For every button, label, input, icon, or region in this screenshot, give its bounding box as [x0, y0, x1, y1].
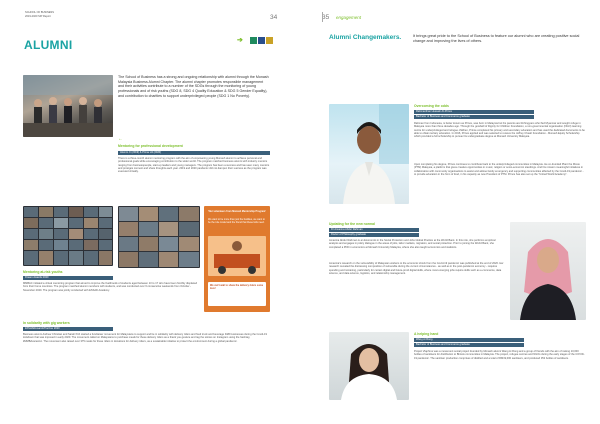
mentoring-body: There is a three-month alumni mentoring program with the aim of empowering young Monash alumni to achieve personal and professional goals while encouraging contribution to the wider world. The program matched business alumni with industry mentors ranging from businesspeople, start-up leaders and young managers. The program has been a success and has seen many mentors and protégés connect and share thoughts each year. 2019 and 2020 pandemic did not dampen their success as the program was executed virtually. [118, 157, 270, 174]
odds-heading: Overcoming the odds [414, 104, 449, 108]
solidarity-body: Business alumni Andrew Christian and Sarah Poh started a fundraiser movement for Malaysians to support and be in solidarity with delivery riders and food truck and beverage F&B businesses during the Covid-19 lockdown that was imposed in early 2020. The movement called on Malaysians to purchase meals for these delivery riders as a thank you gesture and tag the stories on Instagram using the hashtag #MMBAcaresInc. The movement also raised over 375 meals for these riders in donations for delivery riders, as a sustainable initiative to protect the environment during a global pandemic. [23, 333, 267, 343]
post-illustration [208, 236, 266, 276]
page-number-left: 34 [270, 14, 278, 21]
page-number-right: 35 [322, 14, 330, 21]
at-risk-heading: Mentoring at-risk youths [23, 270, 63, 274]
women-heading: Updating for the new normal [329, 222, 375, 226]
solidarity-heading: In solidarity with gig workers [23, 321, 70, 325]
at-risk-banner: Dream Awards 2020 [23, 276, 113, 280]
sdg-5-icon [250, 37, 257, 44]
post-quote-line2: We want to be more than just the buddies, we want to be the role model and the friend that these kids need. [208, 218, 265, 224]
odds-body-1: Rahman from Indonesia, is better known as Prince, was born in Malaysia but his parents are Rohingyans who fled Myanmar and sought refuge in Malaysia more than three decades ago. Through the goodwill of Dignity for Children Foundation, a non-governmental organisation (NGO) learning centre for underprivileged and refugee children, Prince completed his primary and secondary education and has used the dedicated documents to be able to obtain tertiary education. In 2016, Prince applied and was selected to receive the Jeffrey Cheah Foundation - Monash Equity Scholarship which provided a full scholarship to pursue his undergraduate degree at Monash University Malaysia. [414, 122, 585, 139]
odds-name-banner: Rahmanthan Hussain Al-Prince [414, 110, 534, 114]
changemakers-intro: It brings great pride to the School of Business to feature our alumni who are creating positive social change and improving the lives of others. [413, 34, 580, 43]
mentoring-banner: Alumni Jr (2019) & Prima Lili (2020) [118, 151, 270, 155]
wang-photo [329, 332, 409, 400]
at-risk-body: MMBAC initiated a virtual mentoring program that aimed to improve the livelihoods of students aged between 13 to 17 who have been forcibly displaced from their home countries. The program matched alumni members with students, and was conducted over 6 consecutive weekends from October - November 2020. The program was jointly conducted with ESSAD Academy. [23, 282, 198, 292]
sdg-4-icon [266, 37, 273, 44]
women-name-banner: Dr Amanina Abdur Rahman [329, 228, 419, 232]
odds-role-banner: Bachelor of Business and Commerce graduate [414, 115, 534, 119]
mentoring-heading: Mentoring for professional development [118, 144, 183, 148]
sdg-8-icon [258, 37, 265, 44]
hand-name-banner: Wang Ai Rong [414, 338, 524, 342]
women-body-2: Amanina's research on the vulnerability of Malaysian workers to the economic shock from the Covid-19 pandemic was published at the end of 2020. Her research revealed the distressing composition of vulnerable during the current circumstances - as well as in the post-pandemic economy - requires spending and retraining, particularly for certain digital and future-proof digital skills, where most emerging jobs require skills such as e-commerce, data science, and data science, logistics, and relationship management. [329, 262, 504, 275]
hand-role-banner: Bachelor of Business and Commerce graduate [414, 343, 524, 347]
women-body-1: Amanina Abdur Rahman is an Economist in the Social Protection and Jobs Global Practice at the World Bank. In this role, she performs empirical analysis and engages in policy dialogue in the areas of jobs, labor markets, migration, and social protection. Prior to joining the World Bank, she completed a PhD in economics at Monash University Malaysia, where she also taught economics and statistics. [329, 239, 496, 249]
page-divider [322, 12, 323, 22]
section-tag: engagement [336, 15, 362, 20]
hand-body: Project Vlaphrus was a movement social project founded by Monash alumni Wang Ai Rong and a group of friends with the aim of raising 10,000 bottles of sanitisers for distribution to Bintulu communities in Malaysia. The project, refugee centres and NGOs during the early stages of the COVID-19 pandemic. The sanitiser production comprises of distilled and a total of RM19,000 sanitisers, and produced 352 bottles of sanitisers. [414, 350, 585, 360]
post-quote-line3: We can't wait to share the delivery riders some love! [208, 282, 266, 306]
zoom-call-screenshot [23, 206, 113, 266]
amanina-photo [510, 222, 586, 320]
social-media-post [204, 206, 270, 312]
women-role-banner: Doctor of Philosophy graduate [329, 233, 419, 237]
intro-paragraph: The School of Business has a strong and ongoing relationship with alumni through the Monash Malaysia Business Alumni Chapter. The alumni chapter promotes responsible management and their activities contribute to a number of the SDGs through the monitoring of young professionals and of risk youths (SDG 8, SDG 4 Quality Education & SDG 5 Gender Equality), and contribution to charities to support underprivileged people (SDG 1 No Poverty). [118, 75, 269, 98]
arrow-right-icon: ➔ [237, 37, 243, 44]
prince-photo [329, 104, 409, 204]
virtual-mentoring-screenshot [118, 206, 200, 268]
arrow-left-icon: ← [118, 136, 123, 142]
school-sub: 2019-2020 SIP Report [25, 14, 51, 18]
odds-body-2: Upon completing his degree, Prince continues to contribute back to the underprivileged communities in Malaysia. He co-founded Plant the Movie (PTM) Malaysia, a platform that gives creative opportunities in music, religion or socio-economic standings. And his mission meaningful initiatives in collaboration with community organisations to assist and advise family emergency and supporting communities affected by the Covid-19 pandemic - to provide education in the form of food, in his capacity as new President of PTM. Prince has also set up the "United World Academy". [414, 163, 584, 176]
page-title: ALUMNI [24, 38, 73, 52]
changemakers-heading: Alumni Changemakers. [329, 34, 402, 41]
school-name: SCHOOL OF BUSINESS [25, 11, 55, 14]
solidarity-banner: #ASHARewardsTheOne 2020 [23, 327, 113, 331]
hand-heading: A helping hand [414, 332, 439, 336]
post-quote-line1: 'Our volunteers from Monash Mentorship Program' [208, 210, 266, 213]
alumni-group-photo [23, 75, 113, 137]
